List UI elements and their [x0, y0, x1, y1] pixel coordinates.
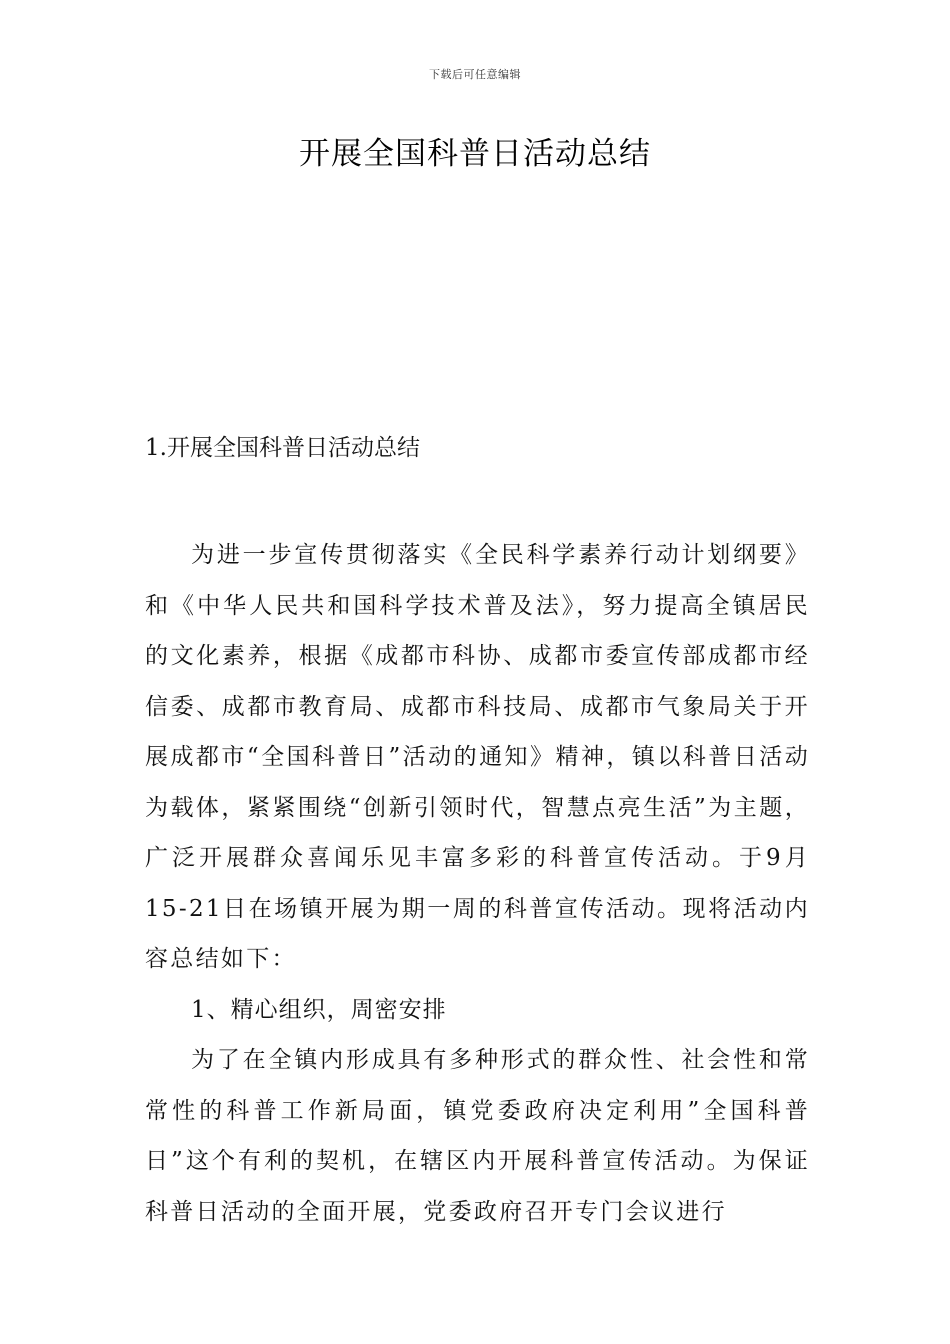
body-paragraph: 为了在全镇内形成具有多种形式的群众性、社会性和常常性的科普工作新局面，镇党委政府决定利用”全国科普日”这个有利的契机，在辖区内开展科普宣传活动。为保证科普日活动的全面开展，党委政府召开专门会议进行 [145, 1047, 810, 1225]
body-paragraph: 为进一步宣传贯彻落实《全民科学素养行动计划纲要》和《中华人民共和国科学技术普及法》，努力提高全镇居民的文化素养，根据《成都市科协、成都市委宣传部成都市经信委、成都市教育局、成都市科技局、成都市气象局关于开展成都市“全国科普日”活动的通知》精神，镇以科普日活动为载体，紧紧围绕“创新引领时代，智慧点亮生活”为主题，广泛开展群众喜闻乐见丰富多彩的科普宣传活动。于9月15-21日在场镇开展为期一周的科普宣传活动。现将活动内容总结如下： [145, 542, 810, 972]
document-body [145, 530, 810, 1237]
subheading: 1、精心组织，周密安排 [191, 996, 447, 1023]
header-note: 下载后可任意编辑 [429, 68, 521, 81]
section-heading: 1.开展全国科普日活动总结 [145, 435, 420, 461]
document-title: 开展全国科普日活动总结 [299, 136, 651, 172]
